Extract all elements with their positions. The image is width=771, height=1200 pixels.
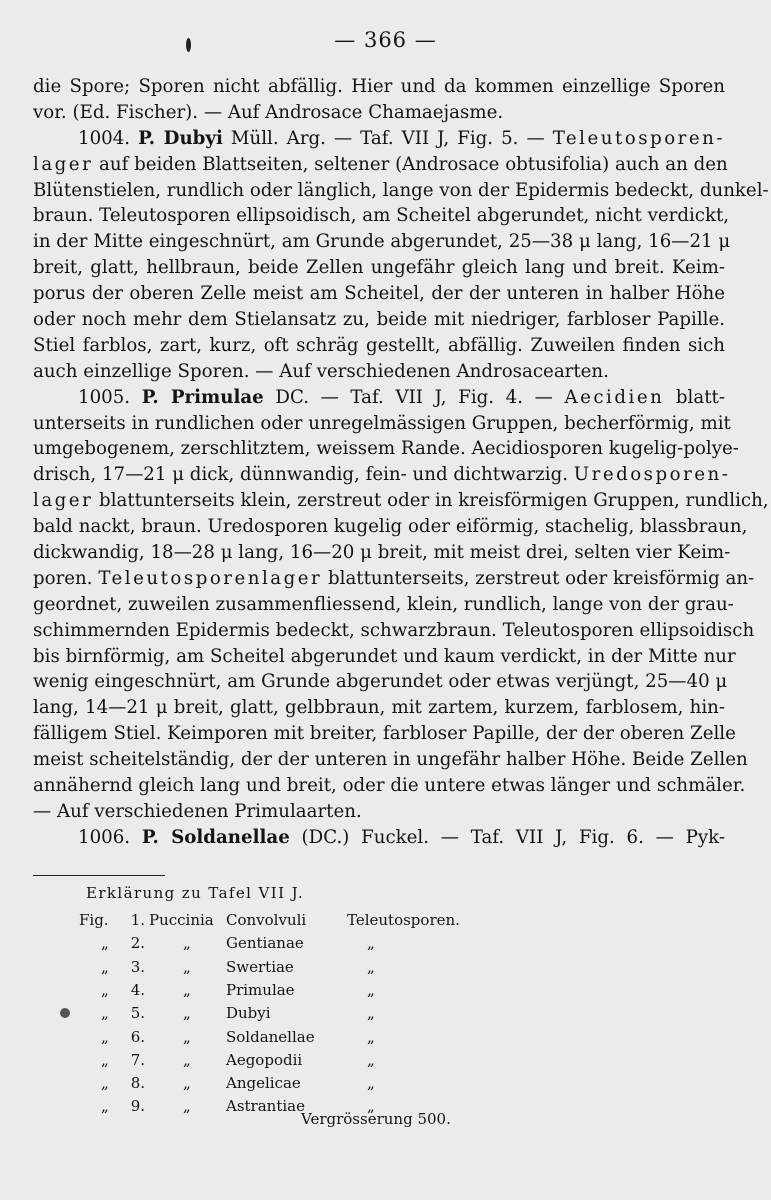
legend-row — [79, 1049, 539, 1071]
legend-fig-label: „ — [101, 1050, 109, 1069]
text-line: lang, 14—21 μ breit, glatt, gelbbraun, mit zartem, kurzem, farblosem, hin- — [33, 697, 725, 719]
text-line: braun. Teleutosporen ellipsoidisch, am Scheitel abgerundet, nicht verdickt, — [33, 205, 730, 227]
legend-fig-label: Fig. — [79, 911, 109, 929]
legend-fig-number: 9. — [130, 1097, 145, 1116]
text-line: vor. (Ed. Fischer). — Auf Androsace Chamaejasme. — [33, 101, 504, 123]
legend-fig-number: 2. — [130, 934, 145, 953]
legend-row — [79, 932, 539, 954]
legend-type: „ — [367, 980, 375, 999]
entry-1006-heading: 1006. P. Soldanellae (DC.) Fuckel. — Taf. VII J, Fig. 6. — Pyk- — [78, 826, 725, 848]
legend-row — [79, 909, 539, 931]
legend-fig-number: 8. — [130, 1074, 145, 1093]
text-line: Blütenstielen, rundlich oder länglich, lange von der Epidermis bedeckt, dunkel- — [33, 179, 769, 201]
legend-row — [79, 979, 539, 1001]
legend-species: Dubyi — [226, 1004, 271, 1023]
legend-type: „ — [367, 1097, 375, 1116]
entry-1004-heading: 1004. P. Dubyi Müll. Arg. — Taf. VII J, Fig. 5. — Teleutosporen- — [78, 127, 725, 149]
legend-row — [79, 1002, 539, 1024]
legend-fig-label: „ — [101, 1027, 109, 1046]
text-line: lager blattunterseits klein, zerstreut oder in kreisförmigen Gruppen, rundlich, — [33, 490, 769, 512]
legend-genus: „ — [183, 1097, 191, 1116]
legend-species: Gentianae — [226, 934, 304, 953]
legend-fig-label: „ — [101, 934, 109, 953]
legend-type: „ — [367, 1050, 375, 1069]
legend-row — [79, 956, 539, 978]
legend-fig-label: „ — [101, 1004, 109, 1023]
legend-fig-number: 3. — [130, 957, 145, 976]
legend-genus: „ — [183, 1050, 191, 1069]
text-line: porus der oberen Zelle meist am Scheitel, der der unteren in halber Höhe — [33, 283, 725, 305]
text-line: breit, glatt, hellbraun, beide Zellen ungefähr gleich lang und breit. Keim- — [33, 257, 725, 279]
legend-title: Erklärung zu Tafel VII J. — [86, 884, 304, 902]
legend-fig-number: 7. — [130, 1050, 145, 1069]
legend-species: Astrantiae — [226, 1097, 305, 1116]
text-line: die Spore; Sporen nicht abfällig. Hier und da kommen einzellige Sporen — [33, 76, 725, 97]
ink-blot — [60, 1008, 70, 1018]
legend-genus: „ — [183, 1004, 191, 1023]
legend-fig-label: „ — [101, 957, 109, 976]
legend-fig-label: „ — [101, 1074, 109, 1093]
text-line: oder noch mehr dem Stielansatz zu, beide mit niedriger, farbloser Papille. — [33, 309, 725, 331]
magnification-note: Vergrösserung 500. — [301, 1110, 451, 1128]
legend-type: Teleutosporen. — [347, 911, 460, 929]
footnote-divider — [33, 875, 165, 876]
legend-fig-label: „ — [101, 1097, 109, 1116]
text-line: meist scheitelständig, der der unteren in ungefähr halber Höhe. Beide Zellen — [33, 749, 748, 771]
legend-fig-number: 4. — [130, 980, 145, 999]
legend-fig-number: 6. — [130, 1027, 145, 1046]
legend-fig-number: 5. — [130, 1004, 145, 1023]
text-line: poren. Teleutosporenlager blattunterseits, zerstreut oder kreisförmig an- — [33, 567, 755, 589]
legend-genus: „ — [183, 1074, 191, 1093]
text-line: geordnet, zuweilen zusammenfliessend, klein, rundlich, lange von der grau- — [33, 593, 734, 615]
legend-species: Aegopodii — [226, 1050, 303, 1069]
legend-species: Swertiae — [226, 957, 294, 976]
legend-species: Primulae — [226, 980, 295, 999]
legend-genus: „ — [183, 980, 191, 999]
legend-species: Soldanellae — [226, 1027, 315, 1046]
text-line: in der Mitte eingeschnürt, am Grunde abgerundet, 25—38 μ lang, 16—21 μ — [33, 231, 731, 253]
legend-genus: „ — [183, 934, 191, 953]
text-line: — Auf verschiedenen Primulaarten. — [33, 800, 362, 822]
legend-species: Angelicae — [226, 1074, 301, 1093]
text-line: dickwandig, 18—28 μ lang, 16—20 μ breit, mit meist drei, selten vier Keim- — [33, 542, 731, 564]
text-line: bald nackt, braun. Uredosporen kugelig oder eiförmig, stachelig, blassbraun, — [33, 516, 748, 538]
legend-type: „ — [367, 957, 375, 976]
legend-type: „ — [367, 934, 375, 953]
text-line: lager auf beiden Blattseiten, seltener (Androsace obtusifolia) auch an den — [33, 153, 728, 175]
legend-type: „ — [367, 1027, 375, 1046]
text-line: unterseits in rundlichen oder unregelmässigen Gruppen, becherförmig, mit — [33, 412, 731, 434]
text-line: wenig eingeschnürt, am Grunde abgerundet oder etwas verjüngt, 25—40 μ — [33, 671, 728, 693]
text-line: fälligem Stiel. Keimporen mit breiter, farbloser Papille, der der oberen Zelle — [33, 723, 736, 745]
legend-row — [79, 1026, 539, 1048]
text-line: annähernd gleich lang und breit, oder die untere etwas länger und schmäler. — [33, 775, 746, 797]
legend-fig-label: „ — [101, 980, 109, 999]
text-line: umgebogenem, zerschlitztem, weissem Rande. Aecidiosporen kugelig-polye- — [33, 438, 739, 460]
text-line: auch einzellige Sporen. — Auf verschiedenen Androsacearten. — [33, 360, 609, 382]
text-line: Stiel farblos, zart, kurz, oft schräg gestellt, abfällig. Zuweilen finden sich — [33, 334, 725, 356]
legend-type: „ — [367, 1004, 375, 1023]
page-number: — 366 — — [334, 28, 437, 52]
legend-fig-number: 1. — [130, 911, 145, 929]
ink-blot — [186, 38, 191, 52]
legend-genus: „ — [183, 957, 191, 976]
legend-row — [79, 1072, 539, 1094]
entry-1005-heading: 1005. P. Primulae DC. — Taf. VII J, Fig. 4. — Aecidien blatt- — [78, 386, 725, 408]
legend-genus: „ — [183, 1027, 191, 1046]
body-text — [33, 74, 769, 851]
text-line: bis birnförmig, am Scheitel abgerundet und kaum verdickt, in der Mitte nur — [33, 645, 736, 667]
text-line: drisch, 17—21 μ dick, dünnwandig, fein- und dichtwarzig. Uredosporen- — [33, 464, 731, 486]
legend-genus: Puccinia — [149, 911, 214, 929]
legend-type: „ — [367, 1074, 375, 1093]
legend-species: Convolvuli — [226, 911, 307, 929]
text-line: schimmernden Epidermis bedeckt, schwarzbraun. Teleutosporen ellipsoidisch — [33, 619, 755, 641]
